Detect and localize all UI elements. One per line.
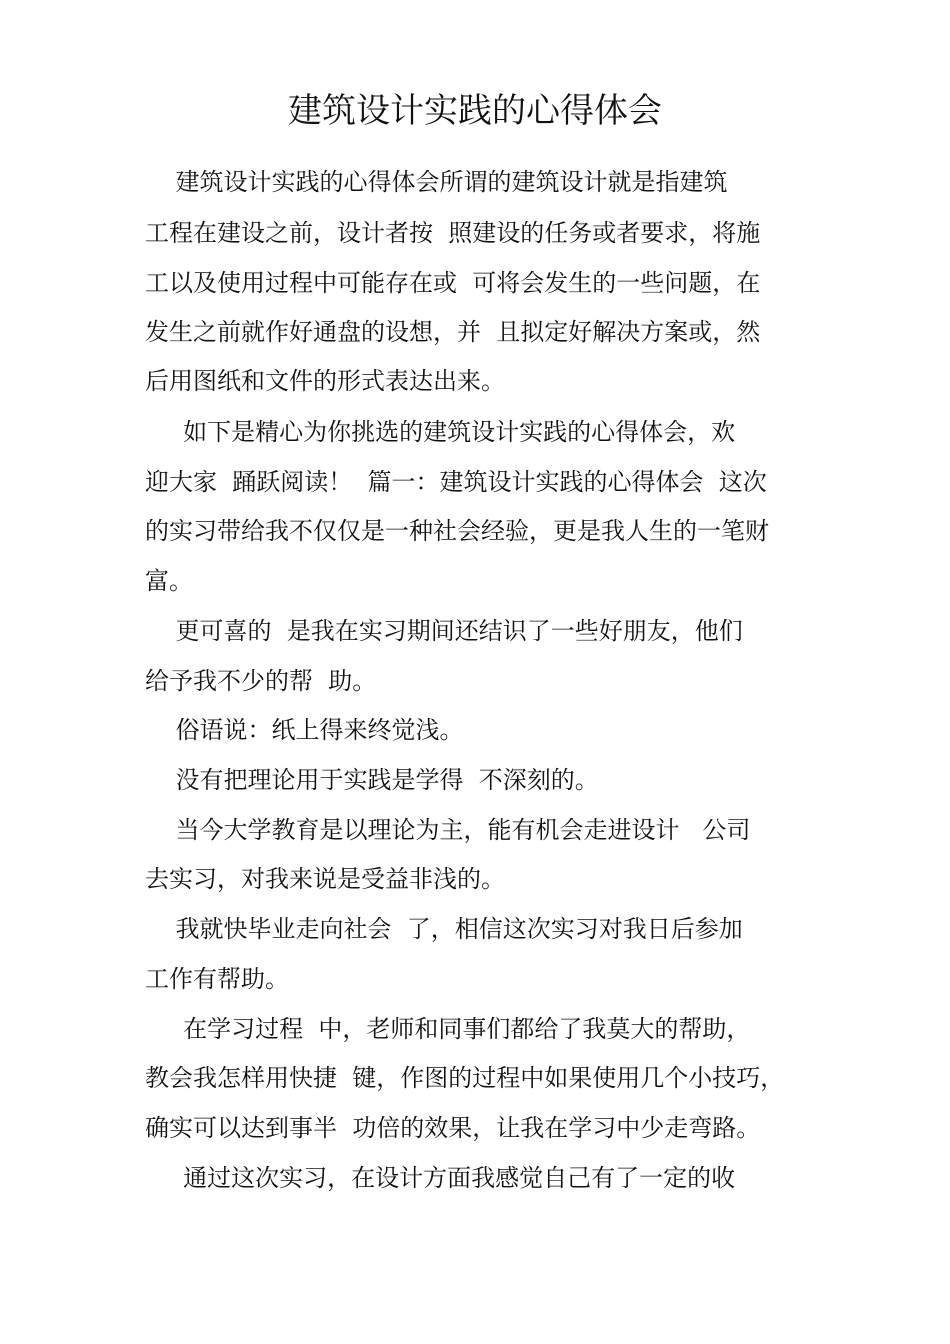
body-line: 没有把理论用于实践是学得 不深刻的。 [145, 766, 599, 794]
body-line: 更可喜的 是我在实习期间还结识了一些好朋友，他们 [145, 617, 743, 645]
body-line: 如下是精心为你挑选的建筑设计实践的心得体会，欢 [145, 418, 736, 446]
body-line: 富。 [145, 567, 193, 595]
body-line: 当今大学教育是以理论为主，能有机会走进设计 公司 [145, 816, 751, 844]
body-line: 工以及使用过程中可能存在或 可将会发生的一些问题，在 [145, 269, 761, 297]
body-line: 教会我怎样用快捷 键，作图的过程中如果使用几个小技巧， [145, 1064, 785, 1092]
body-line: 去实习，对我来说是受益非浅的。 [145, 865, 505, 893]
body-line: 我就快毕业走向社会 了，相信这次实习对我日后参加 [145, 915, 743, 943]
body-line: 后用图纸和文件的形式表达出来。 [145, 367, 505, 395]
document-title: 建筑设计实践的心得体会 [288, 91, 662, 131]
body-line: 确实可以达到事半 功倍的效果，让我在学习中少走弯路。 [145, 1114, 761, 1142]
body-line: 给予我不少的帮 助。 [145, 667, 377, 695]
body-line: 的实习带给我不仅仅是一种社会经验，更是我人生的一笔财 [145, 517, 769, 545]
body-line: 工作有帮助。 [145, 965, 289, 993]
body-line: 建筑设计实践的心得体会所谓的建筑设计就是指建筑 [145, 168, 728, 196]
body-line: 工程在建设之前，设计者按 照建设的任务或者要求，将施 [145, 219, 761, 247]
body-line: 通过这次实习，在设计方面我感觉自己有了一定的收 [145, 1164, 736, 1192]
body-line: 迎大家 踊跃阅读！ 篇一：建筑设计实践的心得体会 这次 [145, 468, 767, 496]
body-line: 俗语说：纸上得来终觉浅。 [145, 716, 464, 744]
body-line: 发生之前就作好通盘的设想，并 且拟定好解决方案或，然 [145, 318, 761, 346]
body-line: 在学习过程 中，老师和同事们都给了我莫大的帮助， [145, 1015, 751, 1043]
